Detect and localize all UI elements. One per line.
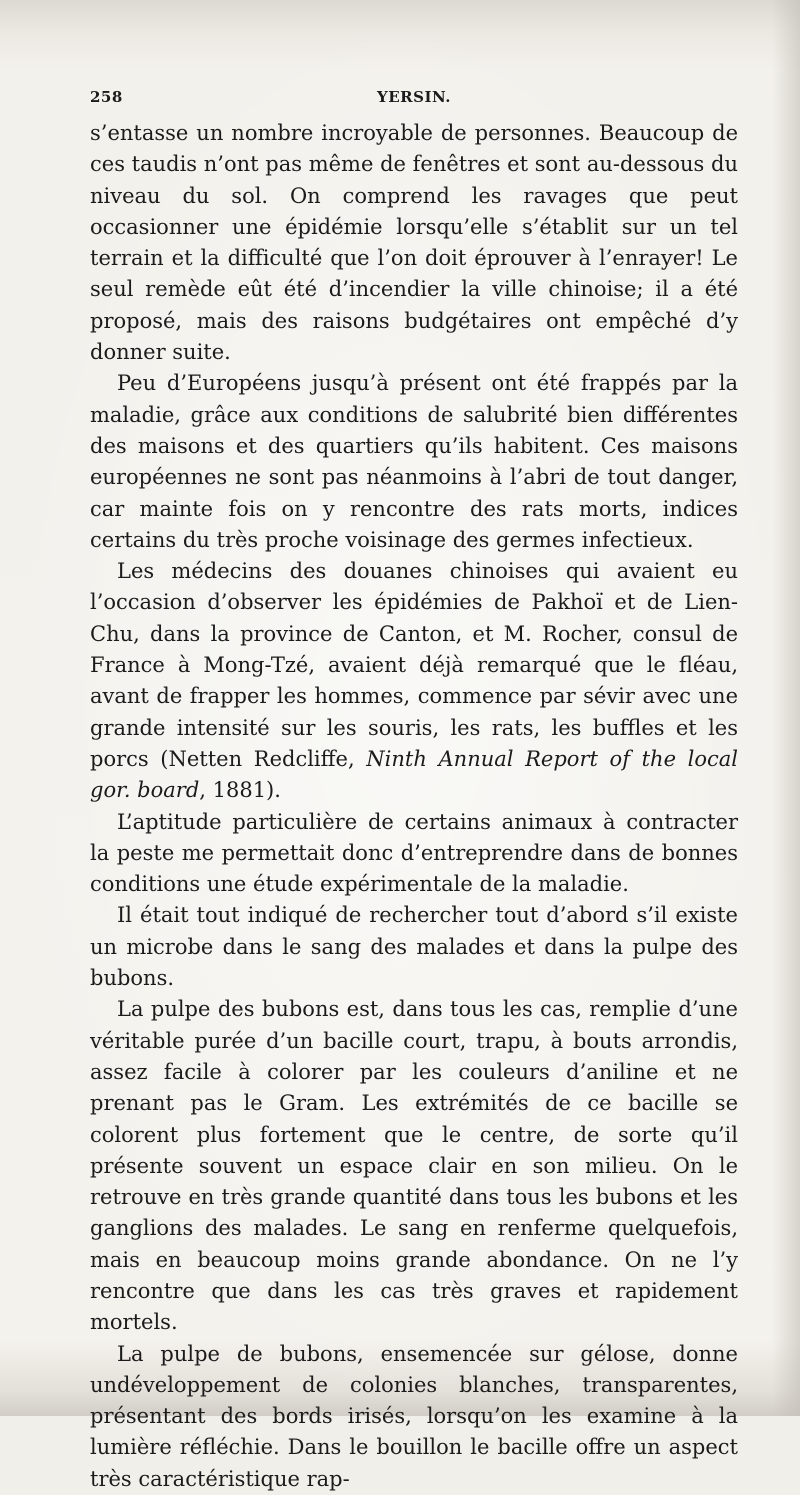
paragraph: La pulpe de bubons, ensemencée sur gélose, donne undéveloppement de colonies blanches, transparentes, présentant des bords irisés, lorsqu’on les examine à la lumière réfléchie. Dans le bouillon le bacille offre un aspect très caractéristique rap-	[90, 1341, 738, 1491]
paragraph-text: Les médecins des douanes chinoises qui avaient eu l’occasion d’observer les épidémies de Pakhoï et de Lien-Chu, dans la province de Canton, et M. Rocher, consul de France à Mong-Tzé, avaient déjà remarqué que le fléau, avant de frapper les hommes, commence par sévir avec une grande intensité sur les souris, les rats, les buffles et les porcs (Netten Redcliffe,	[90, 559, 738, 771]
paragraph	[90, 556, 738, 806]
paragraph: s’entasse un nombre incroyable de personnes. Beaucoup de ces taudis n’ont pas même de fenêtres et sont au-dessous du niveau du sol. On comprend les ravages que peut occasionner une épidémie lorsqu’elle s’établit sur un tel terrain et la difficulté que l’on doit éprouver à l’enrayer! Le seul remède eût été d’incendier la ville chinoise; il a été proposé, mais des raisons budgétaires ont empêché d’y donner suite.	[90, 121, 738, 365]
running-header	[90, 88, 738, 114]
page-number: 258	[90, 88, 123, 106]
paragraph: La pulpe des bubons est, dans tous les cas, remplie d’une véritable purée d’un bacille court, trapu, à bouts arrondis, assez facile à colorer par les couleurs d’aniline et ne prenant pas le Gram. Les extrémités de ce bacille se colorent plus fortement que le centre, de sorte qu’il présente souvent un espace clair en son milieu. On le retrouve en très grande quantité dans tous les bubons et les ganglions des malades. Le sang en renferme quelquefois, mais en beaucoup moins grande abondance. On ne l’y rencontre que dans les cas très graves et rapidement mortels.	[90, 997, 738, 1335]
paragraph-text: , 1881).	[199, 778, 281, 803]
paragraph: Peu d’Européens jusqu’à présent ont été frappés par la maladie, grâce aux conditions de salubrité bien différentes des maisons et des quartiers qu’ils habitent. Ces maisons européennes ne sont pas néanmoins à l’abri de tout danger, car mainte fois on y rencontre des rats morts, indices certains du très proche voisinage des germes infectieux.	[90, 371, 738, 552]
citation-title: Ninth Annual Report of the local gor. board	[90, 746, 738, 803]
paragraph: L’aptitude particulière de certains animaux à contracter la peste me permettait donc d’entreprendre dans de bonnes conditions une étude expérimentale de la maladie.	[90, 809, 738, 897]
body-text	[90, 118, 738, 1495]
paragraph: Il était tout indiqué de rechercher tout d’abord s’il existe un microbe dans le sang des malades et dans la pulpe des bubons.	[90, 903, 738, 991]
running-title: YERSIN.	[377, 88, 451, 106]
